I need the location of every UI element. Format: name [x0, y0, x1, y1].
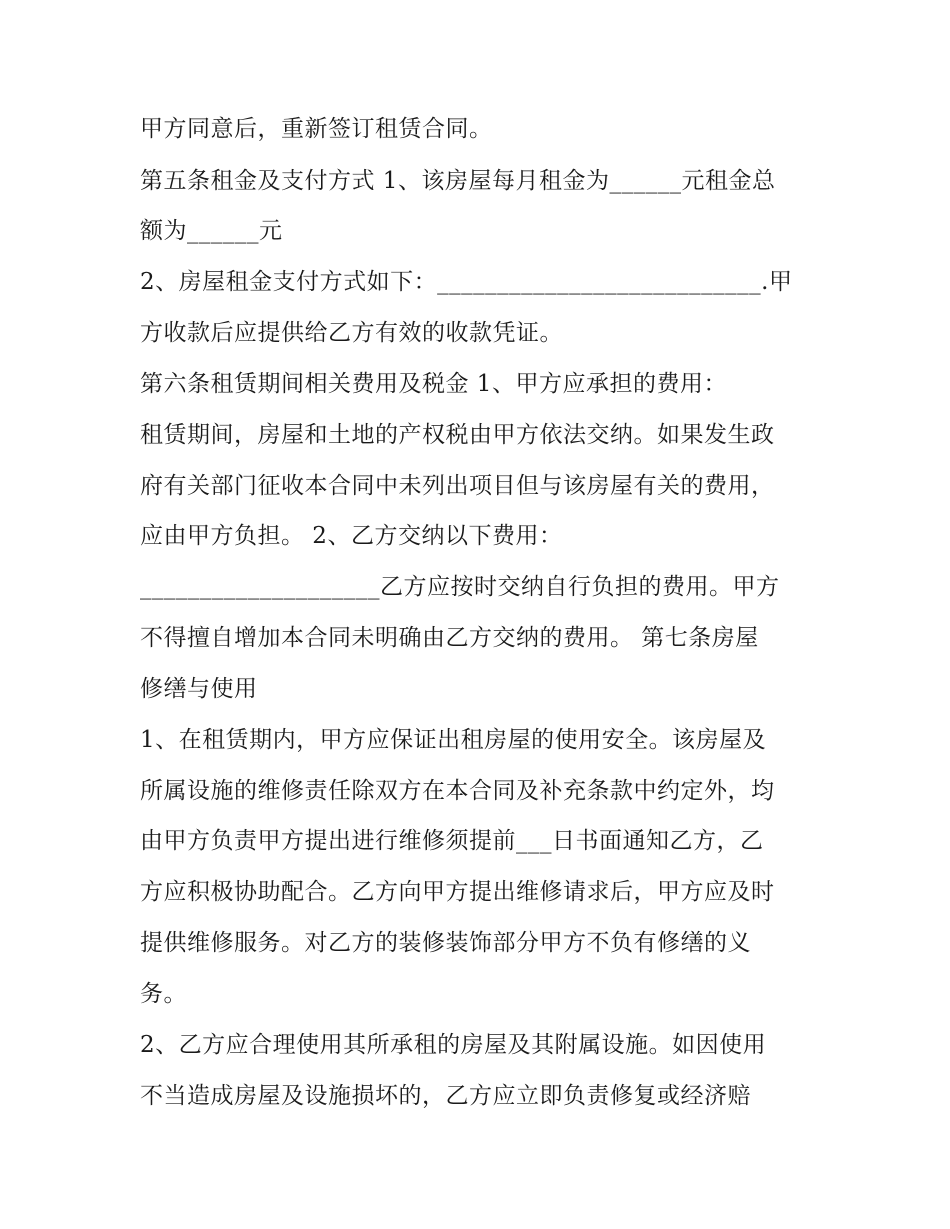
text-line: 2、房屋租金支付方式如下：___________________________.甲 [140, 269, 793, 295]
text-line: 甲方同意后，重新签订租赁合同。 [140, 116, 493, 142]
text-line: 方应积极协助配合。乙方向甲方提出维修请求后，甲方应及时 [140, 879, 775, 905]
text-line: 不得擅自增加本合同未明确由乙方交纳的费用。 第七条房屋 [140, 625, 759, 651]
text-line: 租赁期间，房屋和土地的产权税由甲方依法交纳。如果发生政 [140, 422, 775, 448]
text-line: 修缮与使用 [140, 676, 258, 702]
text-line: 2、乙方应合理使用其所承租的房屋及其附属设施。如因使用 [140, 1032, 767, 1058]
text-line: 不当造成房屋及设施损坏的，乙方应立即负责修复或经济赔 [140, 1083, 751, 1109]
text-line: 第六条租赁期间相关费用及税金 1、甲方应承担的费用： [140, 371, 727, 397]
text-line: 府有关部门征收本合同中未列出项目但与该房屋有关的费用， [140, 473, 775, 499]
text-line: 应由甲方负担。 2、乙方交纳以下费用： [140, 523, 563, 549]
text-line: 方收款后应提供给乙方有效的收款凭证。 [140, 320, 563, 346]
text-line: 1、在租赁期内，甲方应保证出租房屋的使用安全。该房屋及 [140, 727, 767, 753]
text-line: 额为______元 [140, 218, 283, 244]
text-line: 所属设施的维修责任除双方在本合同及补充条款中约定外，均 [140, 778, 775, 804]
text-line: 由甲方负责甲方提出进行维修须提前___日书面通知乙方，乙 [140, 828, 764, 854]
text-line: 提供维修服务。对乙方的装修装饰部分甲方不负有修缮的义 [140, 930, 751, 956]
text-line: 第五条租金及支付方式 1、该房屋每月租金为______元租金总 [140, 168, 776, 194]
text-line: 务。 [140, 981, 187, 1007]
text-line: ____________________乙方应按时交纳自行负担的费用。甲方 [140, 574, 780, 600]
